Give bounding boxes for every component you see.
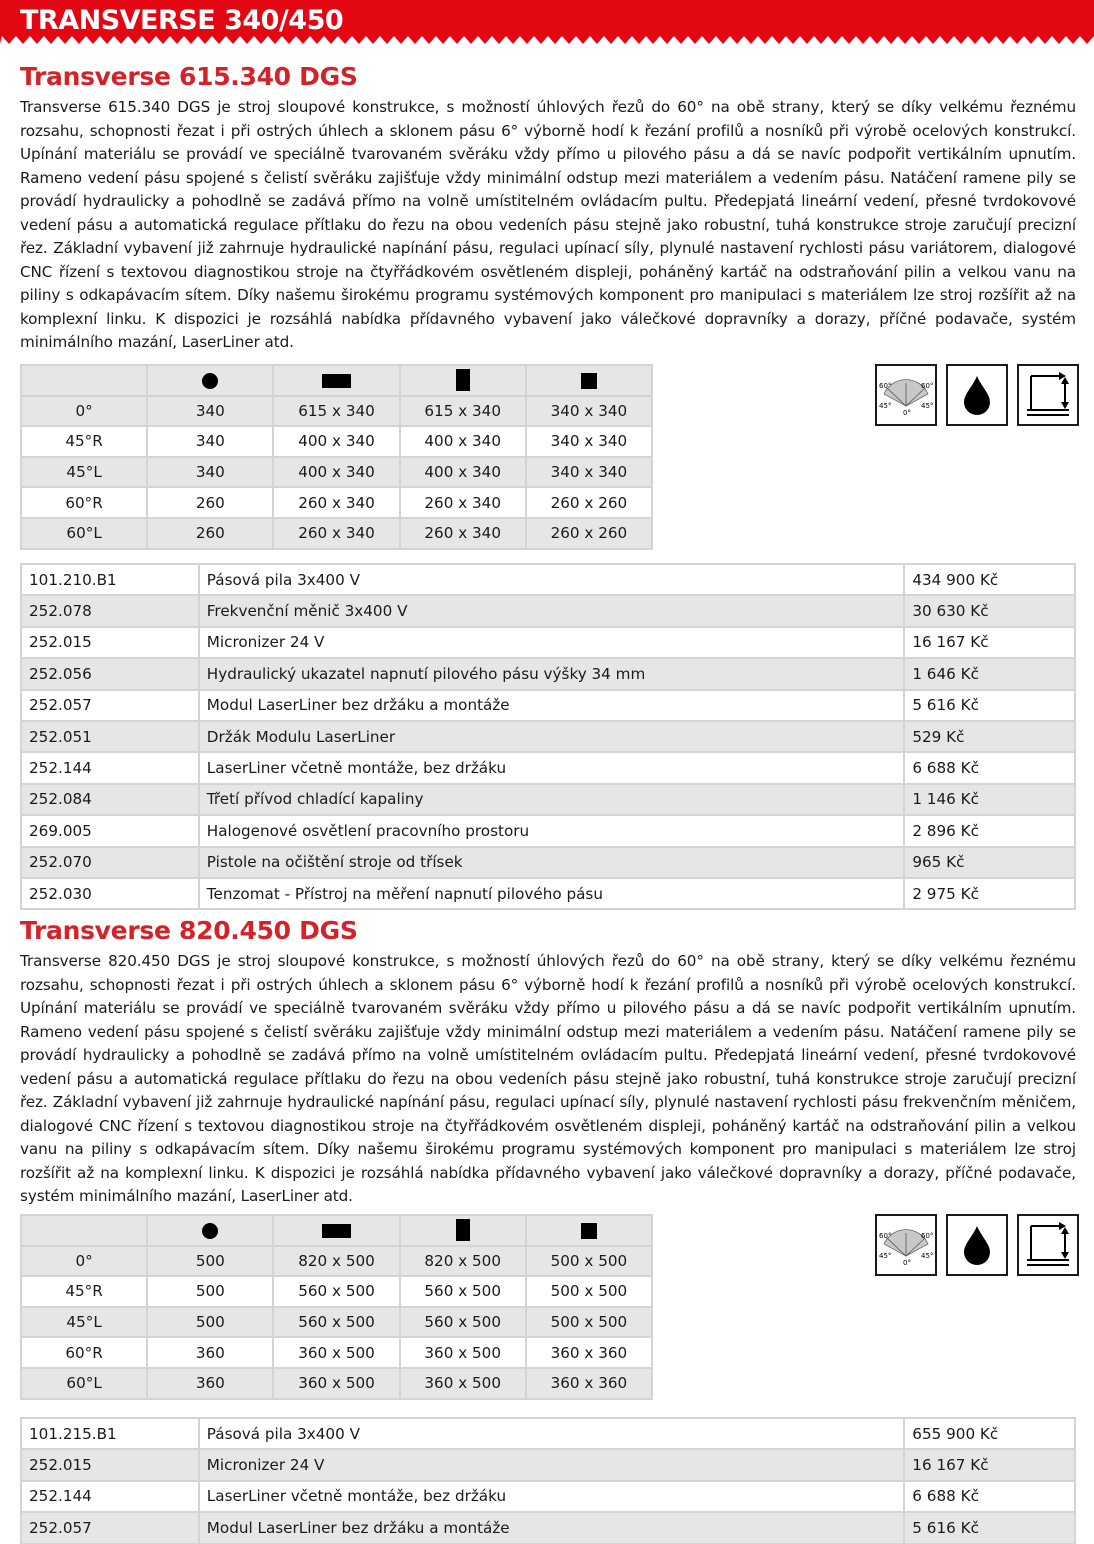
- angle-cell: 45°L: [21, 1307, 147, 1338]
- item-name: Hydraulický ukazatel napnutí pilového pásu výšky 34 mm: [199, 658, 905, 689]
- item-name: Modul LaserLiner bez držáku a montáže: [199, 1512, 905, 1543]
- round-icon: [202, 373, 218, 389]
- item-name: Pásová pila 3x400 V: [199, 564, 905, 595]
- angle-cell: 45°R: [21, 426, 147, 457]
- item-price: 30 630 Kč: [904, 595, 1075, 626]
- item-name: Halogenové osvětlení pracovního prostoru: [199, 815, 905, 846]
- table-row: [21, 487, 652, 518]
- round-column-header: [147, 1215, 273, 1246]
- hydraulic-drop-icon: [946, 1214, 1008, 1276]
- item-name: LaserLiner včetně montáže, bez držáku: [199, 752, 905, 783]
- table-row: [21, 1481, 1075, 1512]
- table-row: [21, 1368, 652, 1399]
- angle-cell: 60°L: [21, 518, 147, 549]
- page-title: TRANSVERSE 340/450: [20, 5, 344, 36]
- table-header-row: [21, 1215, 652, 1246]
- item-code: 101.210.B1: [21, 564, 199, 595]
- value-cell: 360: [147, 1337, 273, 1368]
- value-cell: 500 x 500: [526, 1246, 652, 1277]
- table-row: [21, 1418, 1075, 1449]
- value-cell: 360 x 500: [273, 1337, 399, 1368]
- value-cell: 360 x 360: [526, 1368, 652, 1399]
- flat-rectangle-icon: [322, 374, 351, 388]
- value-cell: 500: [147, 1276, 273, 1307]
- item-price: 5 616 Kč: [904, 1512, 1075, 1543]
- product-section-820: [20, 916, 1076, 1209]
- angle-label-45-left: 45°: [879, 1252, 892, 1260]
- tall-column-header: [400, 365, 526, 396]
- table-row: [21, 396, 652, 427]
- table-row: [21, 627, 1075, 658]
- item-name: Držák Modulu LaserLiner: [199, 721, 905, 752]
- miter-angle-icon: [875, 1214, 937, 1276]
- product-description: Transverse 820.450 DGS je stroj sloupové konstrukce, s možností úhlových řezů do 60° na obě strany, který se díky velkému řeznému rozsahu, schopnosti řezat i při ostrých úhlech a sklonem pásu 6° výborně hodí k řezání profilů a nosníků při výrobě ocelových konstrukcí. Upínání materiálu se provádí ve speciálně tvarovaném svěráku vždy přímo u pilového pásu a dá se navíc podpořit vertikálním upnutím. Rameno vedení pásu spojené s čelistí svěráku zajišťuje vždy minimální odstup mezi materiálem a vedením pásu. Natáčení ramene pily se provádí hydraulicky a pohodlně se zadává přímo na volně umístitelném ovládacím pultu. Předepjatá lineární vedení, přesné tvrdokovové vedení pásu a automatická regulace přítlaku do řezu na obou vedeních pásu stejně jako robustní, tuhá konstrukce stroje zaručují precizní řez. Základní vybavení již zahrnuje hydraulické napínání pásu, regulaci upínací síly, plynulé nastavení rychlosti pásu frekvenčním měničem, dialogové CNC řízení s textovou diagnostikou stroje na čtyřřádkovém osvětleném displeji, poháněný kartáč na odstraňování pilin a velkou vanu na piliny s odkapávacím sítem. Díky našemu širokému programu systémových komponent pro manipulaci s materiálem lze stroj rozšířit až na komplexní linku. K dispozici je rozsáhlá nabídka přídavného vybavení jako válečkové dopravníky a dorazy, příčné podavače, systém minimálního mazání, LaserLiner atd.: [20, 952, 1076, 1205]
- item-price: 529 Kč: [904, 721, 1075, 752]
- item-code: 252.015: [21, 627, 199, 658]
- table-row: [21, 1246, 652, 1277]
- item-code: 252.078: [21, 595, 199, 626]
- item-price: 5 616 Kč: [904, 690, 1075, 721]
- item-name: Pistole na očištění stroje od třísek: [199, 847, 905, 878]
- value-cell: 340: [147, 457, 273, 488]
- angle-label-45-right: 45°: [921, 402, 934, 410]
- feature-icons: [875, 1214, 1079, 1276]
- value-cell: 360 x 360: [526, 1337, 652, 1368]
- flat-rectangle-icon: [322, 1224, 351, 1238]
- item-code: 252.056: [21, 658, 199, 689]
- item-price: 655 900 Kč: [904, 1418, 1075, 1449]
- round-column-header: [147, 365, 273, 396]
- table-row: [21, 1276, 652, 1307]
- value-cell: 615 x 340: [400, 396, 526, 427]
- tall-rectangle-icon: [456, 1219, 470, 1241]
- flat-column-header: [273, 1215, 399, 1246]
- item-name: Micronizer 24 V: [199, 627, 905, 658]
- item-name: Pásová pila 3x400 V: [199, 1418, 905, 1449]
- value-cell: 500: [147, 1307, 273, 1338]
- item-code: 252.070: [21, 847, 199, 878]
- angle-label-60-right: 60°: [921, 382, 934, 390]
- item-name: Frekvenční měnič 3x400 V: [199, 595, 905, 626]
- vertical-clamp-icon: [1017, 1214, 1079, 1276]
- value-cell: 260 x 260: [526, 487, 652, 518]
- item-price: 434 900 Kč: [904, 564, 1075, 595]
- value-cell: 560 x 500: [273, 1307, 399, 1338]
- square-icon: [581, 373, 597, 389]
- item-code: 252.057: [21, 1512, 199, 1543]
- item-price: 965 Kč: [904, 847, 1075, 878]
- product-heading: Transverse 820.450 DGS: [20, 916, 358, 945]
- angle-label-0: 0°: [903, 409, 911, 417]
- item-price: 2 975 Kč: [904, 878, 1075, 909]
- item-code: 252.030: [21, 878, 199, 909]
- angle-cell: 0°: [21, 396, 147, 427]
- angle-label-60-right: 60°: [921, 1232, 934, 1240]
- value-cell: 400 x 340: [273, 457, 399, 488]
- value-cell: 260 x 260: [526, 518, 652, 549]
- item-code: 252.144: [21, 752, 199, 783]
- value-cell: 360 x 500: [273, 1368, 399, 1399]
- table-row: [21, 426, 652, 457]
- item-name: LaserLiner včetně montáže, bez držáku: [199, 1481, 905, 1512]
- item-name: Třetí přívod chladící kapaliny: [199, 784, 905, 815]
- product-section-615: [20, 62, 1076, 355]
- table-row: [21, 658, 1075, 689]
- item-name: Tenzomat - Přístroj na měření napnutí pilového pásu: [199, 878, 905, 909]
- table-row: [21, 815, 1075, 846]
- vertical-clamp-icon: [1017, 364, 1079, 426]
- value-cell: 260: [147, 487, 273, 518]
- value-cell: 615 x 340: [273, 396, 399, 427]
- value-cell: 400 x 340: [400, 457, 526, 488]
- value-cell: 500 x 500: [526, 1276, 652, 1307]
- table-row: [21, 1337, 652, 1368]
- item-code: 252.084: [21, 784, 199, 815]
- angle-label-0: 0°: [903, 1259, 911, 1267]
- table-row: [21, 1449, 1075, 1480]
- value-cell: 560 x 500: [273, 1276, 399, 1307]
- table-row: [21, 457, 652, 488]
- item-code: 252.057: [21, 690, 199, 721]
- round-icon: [202, 1223, 218, 1239]
- angle-header-cell: [21, 1215, 147, 1246]
- item-price: 16 167 Kč: [904, 627, 1075, 658]
- value-cell: 260 x 340: [273, 518, 399, 549]
- angle-label-45-left: 45°: [879, 402, 892, 410]
- item-code: 252.144: [21, 1481, 199, 1512]
- value-cell: 340: [147, 426, 273, 457]
- item-code: 101.215.B1: [21, 1418, 199, 1449]
- value-cell: 340 x 340: [526, 426, 652, 457]
- angle-cell: 0°: [21, 1246, 147, 1277]
- table-row: [21, 784, 1075, 815]
- angle-cell: 45°L: [21, 457, 147, 488]
- item-price: 6 688 Kč: [904, 1481, 1075, 1512]
- value-cell: 400 x 340: [273, 426, 399, 457]
- angle-cell: 60°R: [21, 487, 147, 518]
- square-column-header: [526, 365, 652, 396]
- page-banner: [0, 0, 1094, 56]
- value-cell: 820 x 500: [400, 1246, 526, 1277]
- table-row: [21, 878, 1075, 909]
- value-cell: 260 x 340: [400, 518, 526, 549]
- cutting-capacity-table: [20, 364, 653, 550]
- value-cell: 360 x 500: [400, 1337, 526, 1368]
- price-list-table: [20, 1417, 1076, 1544]
- flat-column-header: [273, 365, 399, 396]
- feature-icons: [875, 364, 1079, 426]
- value-cell: 400 x 340: [400, 426, 526, 457]
- item-name: Micronizer 24 V: [199, 1449, 905, 1480]
- angle-cell: 60°L: [21, 1368, 147, 1399]
- table-header-row: [21, 365, 652, 396]
- item-code: 252.015: [21, 1449, 199, 1480]
- item-price: 6 688 Kč: [904, 752, 1075, 783]
- angle-label-60-left: 60°: [879, 382, 892, 390]
- value-cell: 360 x 500: [400, 1368, 526, 1399]
- tall-column-header: [400, 1215, 526, 1246]
- value-cell: 260 x 340: [400, 487, 526, 518]
- value-cell: 500: [147, 1246, 273, 1277]
- table-row: [21, 752, 1075, 783]
- table-row: [21, 1512, 1075, 1543]
- hydraulic-drop-icon: [946, 364, 1008, 426]
- miter-angle-icon: [875, 364, 937, 426]
- angle-label-45-right: 45°: [921, 1252, 934, 1260]
- value-cell: 340 x 340: [526, 457, 652, 488]
- tall-rectangle-icon: [456, 369, 470, 391]
- angle-cell: 45°R: [21, 1276, 147, 1307]
- item-price: 2 896 Kč: [904, 815, 1075, 846]
- value-cell: 340 x 340: [526, 396, 652, 427]
- item-name: Modul LaserLiner bez držáku a montáže: [199, 690, 905, 721]
- angle-cell: 60°R: [21, 1337, 147, 1368]
- item-price: 1 646 Kč: [904, 658, 1075, 689]
- cutting-capacity-table: [20, 1214, 653, 1400]
- table-row: [21, 690, 1075, 721]
- square-column-header: [526, 1215, 652, 1246]
- value-cell: 560 x 500: [400, 1276, 526, 1307]
- value-cell: 820 x 500: [273, 1246, 399, 1277]
- item-price: 16 167 Kč: [904, 1449, 1075, 1480]
- table-row: [21, 518, 652, 549]
- item-code: 252.051: [21, 721, 199, 752]
- product-description: Transverse 615.340 DGS je stroj sloupové konstrukce, s možností úhlových řezů do 60° na obě strany, který se díky velkému řeznému rozsahu, schopnosti řezat i při ostrých úhlech a sklonem pásu 6° výborně hodí k řezání profilů a nosníků při výrobě ocelových konstrukcí. Upínání materiálu se provádí ve speciálně tvarovaném svěráku vždy přímo u pilového pásu a dá se navíc podpořit vertikálním upnutím. Rameno vedení pásu spojené s čelistí svěráku zajišťuje vždy minimální odstup mezi materiálem a vedením pásu. Natáčení ramene pily se provádí hydraulicky a pohodlně se zadává přímo na volně umístitelném ovládacím pultu. Předepjatá lineární vedení, přesné tvrdokovové vedení pásu a automatická regulace přítlaku do řezu na obou vedeních pásu stejně jako robustní, tuhá konstrukce stroje zaručují precizní řez. Základní vybavení již zahrnuje hydraulické napínání pásu, regulaci upínací síly, plynulé nastavení rychlosti pásu variátorem, dialogové CNC řízení s textovou diagnostikou stroje na čtyřřádkovém osvětleném displeji, poháněný kartáč na odstraňování pilin a velkou vanu na piliny s odkapávacím sítem. Díky našemu širokému programu systémových komponent pro manipulaci s materiálem lze stroj rozšířit až na komplexní linku. K dispozici je rozsáhlá nabídka přídavného vybavení jako válečkové dopravníky a dorazy, příčné podavače, systém minimálního mazání, LaserLiner atd.: [20, 98, 1076, 351]
- product-heading: Transverse 615.340 DGS: [20, 62, 358, 91]
- value-cell: 500 x 500: [526, 1307, 652, 1338]
- item-price: 1 146 Kč: [904, 784, 1075, 815]
- value-cell: 260: [147, 518, 273, 549]
- table-row: [21, 1307, 652, 1338]
- price-list-table: [20, 563, 1076, 910]
- table-row: [21, 847, 1075, 878]
- square-icon: [581, 1223, 597, 1239]
- item-code: 269.005: [21, 815, 199, 846]
- table-row: [21, 564, 1075, 595]
- value-cell: 340: [147, 396, 273, 427]
- angle-label-60-left: 60°: [879, 1232, 892, 1240]
- table-row: [21, 721, 1075, 752]
- value-cell: 360: [147, 1368, 273, 1399]
- value-cell: 260 x 340: [273, 487, 399, 518]
- angle-header-cell: [21, 365, 147, 396]
- value-cell: 560 x 500: [400, 1307, 526, 1338]
- table-row: [21, 595, 1075, 626]
